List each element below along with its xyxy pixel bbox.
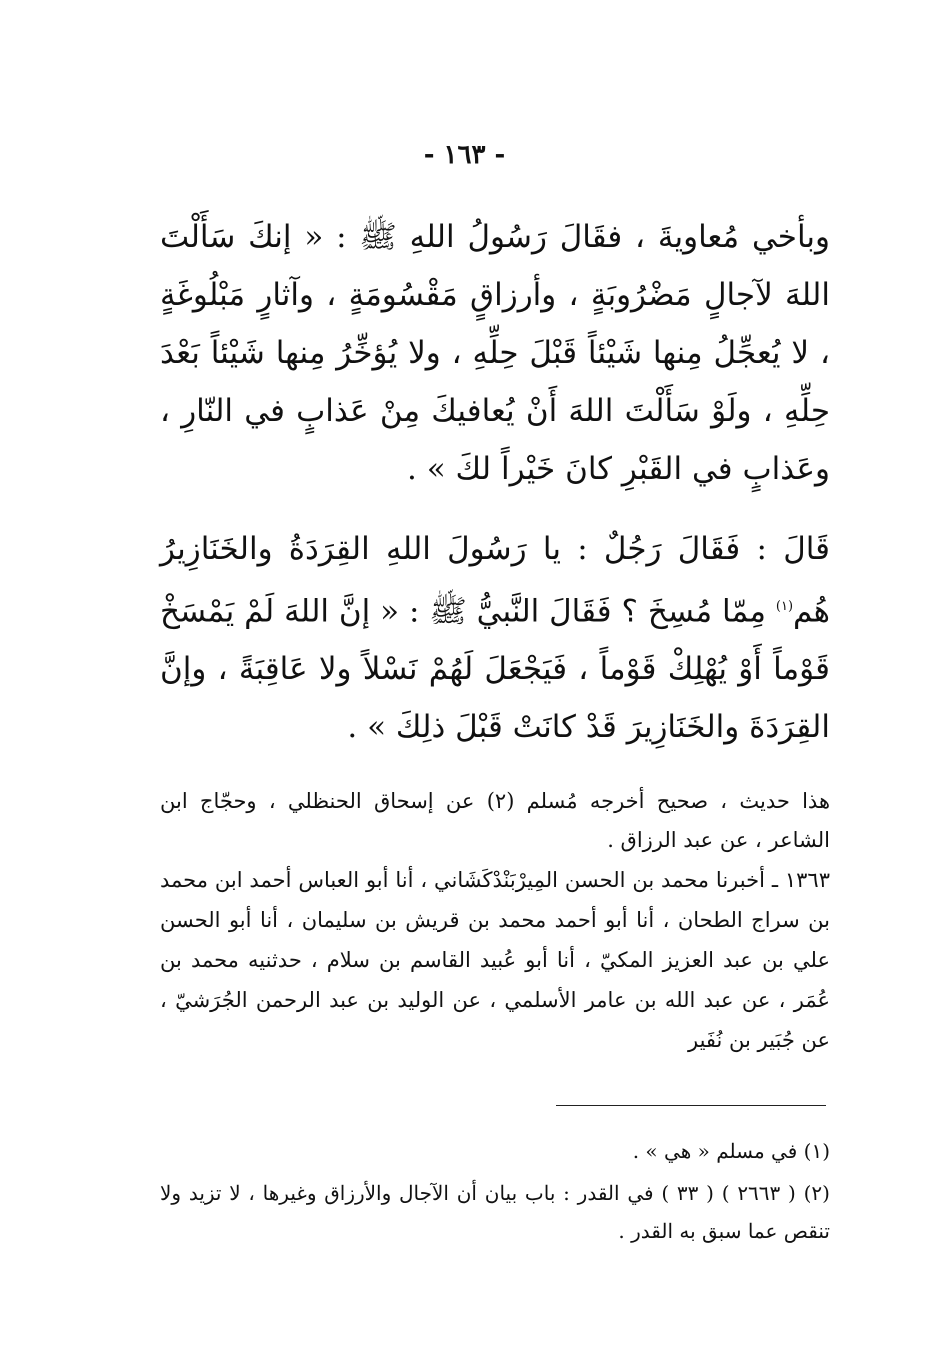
isnad-text: ١٣٦٣ ـ أخبرنا محمد بن الحسن المِيرْبَنْدْكَشَاني ، أنا أبو العباس أحمد ابن محمد بن سراج الطحان ، أنا أبو أحمد محمد بن قريش بن سليمان ، أنا أبو الحسن علي بن عبد العزيز المكيّ ، أنا أبو عُبيد القاسم بن سلام ، حدثنيه محمد بن عُمَر ، عن عبد الله بن عامر الأسلمي ، عن الوليد بن عبد الرحمن الجُرَشيّ ، عن جُبَير بن نُفَير — [160, 868, 830, 1052]
hadith-text-2b: مِمّا مُسِخَ ؟ فَقَالَ النَّبيُّ ﷺ : « إنَّ اللهَ لَمْ يَمْسَخْ قَوْماً أَوْ يُهْلِكْ قَوْماً ، فَيَجْعَلَ لَهُمْ نَسْلاً ولا عَاقِبَةً ، وإنَّ القِرَدَةَ والخَنَازِيرَ قَدْ كانَتْ قَبْلَ ذلِكَ » . — [160, 593, 830, 746]
hadith-text-2a: قَالَ : فَقَالَ رَجُلٌ : يا رَسُولَ اللهِ القِرَدَةُ والخَنَازِيرُ هُم — [160, 531, 830, 630]
footnote-divider — [556, 1105, 826, 1106]
commentary — [160, 782, 830, 860]
hadith-paragraph-1 — [160, 208, 830, 498]
isnad-chain — [160, 860, 830, 1060]
page-number: - ١٦٣ - — [423, 140, 506, 170]
hadith-text-1: وبأخي مُعاويةَ ، فقَالَ رَسُولُ اللهِ ﷺ : « إنكَ سَأَلْتَ اللهَ لآجالٍ مَضْرُوبَةٍ ، وأرزاقٍ مَقْسُومَةٍ ، وآثارٍ مَبْلُوغَةٍ ، لا يُعجِّلُ مِنها شَيْئاً قَبْلَ حِلِّهِ ، ولا يُؤخِّرُ مِنها شَيْئاً بَعْدَ حِلِّهِ ، ولَوْ سَأَلْتَ اللهَ أَنْ يُعافيكَ مِنْ عَذابٍ في النّارِ ، وعَذابٍ في القَبْرِ كانَ خَيْراً لكَ » . — [160, 219, 830, 487]
footnote-1: (١) في مسلم « هي » . — [632, 1139, 830, 1163]
commentary-text — [160, 782, 830, 860]
footnotes — [160, 1132, 830, 1254]
footnote-ref-2: (٢) — [486, 789, 515, 813]
hadith-text-2 — [160, 520, 830, 756]
commentary-text-after: عن إسحاق الحنظلي ، وحجّاج ابن الشاعر ، عن عبد الرزاق . — [160, 789, 830, 852]
hadith-paragraph-2 — [160, 520, 830, 756]
footnote-ref-1: (١) — [775, 599, 794, 614]
footnote-2: (٢) ( ٢٦٦٣ ) ( ٣٣ ) في القدر : باب بيان أن الآجال والأرزاق وغيرها ، لا تزيد ولا تنقص عما سبق به القدر . — [160, 1181, 830, 1243]
commentary-text-before: هذا حديث ، صحيح أخرجه مُسلم — [526, 789, 831, 813]
